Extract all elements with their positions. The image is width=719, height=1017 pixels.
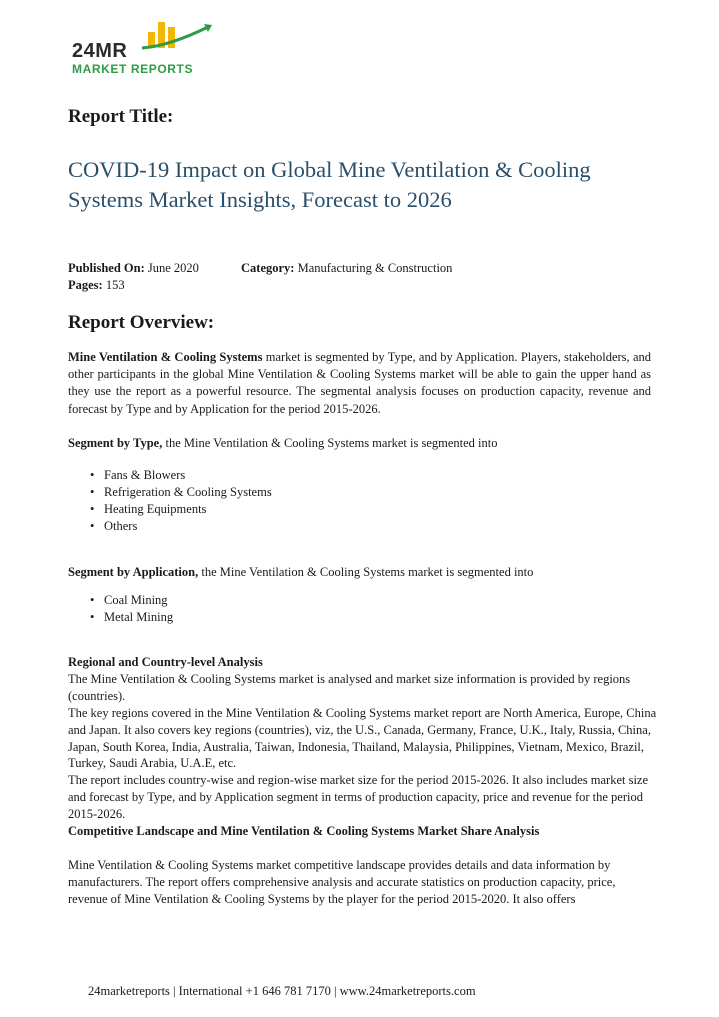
overview-paragraph [68, 349, 651, 418]
segment-type-list [90, 467, 272, 535]
list-item: • Coal Mining [90, 592, 173, 609]
competitive-paragraph: Mine Ventilation & Cooling Systems market competitive landscape provides details and data information by manufacturers. The report offers comprehensive analysis and accurate statistics on production capacity, price, revenue of Mine Ventilation & Cooling Systems by the player for the period 2015-2020. It also offers [68, 857, 616, 906]
brand-logo [70, 18, 220, 78]
segment-application-list [90, 592, 173, 626]
overview-heading: Report Overview: [68, 312, 215, 333]
list-item: • Heating Equipments [90, 501, 272, 518]
logo-tagline: MARKET REPORTS [72, 62, 194, 76]
category-row [241, 260, 452, 277]
report-title-label: Report Title: [68, 106, 174, 127]
list-item: • Fans & Blowers [90, 467, 272, 484]
overview-body: market is segmented by Type, and by Application. Players, stakeholders, and other participants in the global Mine Ventilation & Cooling Systems market will be able to gain the upper hand as they use the report as a powerful resource. The segmental analysis focuses on production capacity, revenue and forecast by Type and by Application for the period 2015-2026. [68, 350, 651, 416]
published-row [68, 260, 199, 277]
segment-application-label: Segment by Application, [68, 565, 199, 579]
pages-value: 153 [105, 278, 125, 292]
published-value: June 2020 [147, 261, 199, 275]
page-title: COVID-19 Impact on Global Mine Ventilation & Cooling Systems Market Insights, Forecast to 2026 [68, 157, 591, 212]
list-item: • Metal Mining [90, 609, 173, 626]
list-item: • Refrigeration & Cooling Systems [90, 484, 272, 501]
regional-paragraph-3: The report includes country-wise and region-wise market size for the period 2015-2026. It also includes market size and forecast by Type, and by Application segment in terms of production capacity, price and revenue for the period 2015-2026. [68, 773, 649, 822]
segment-application-intro [68, 564, 651, 581]
category-value: Manufacturing & Construction [297, 261, 453, 275]
segment-type-text: the Mine Ventilation & Cooling Systems market is segmented into [162, 436, 498, 450]
category-label: Category: [241, 261, 295, 275]
published-label: Published On: [68, 261, 145, 275]
spacer [68, 840, 658, 857]
overview-lead: Mine Ventilation & Cooling Systems [68, 350, 263, 364]
segment-type-intro [68, 435, 651, 452]
segment-application-text: the Mine Ventilation & Cooling Systems market is segmented into [198, 565, 534, 579]
regional-paragraph-1: The Mine Ventilation & Cooling Systems market is analysed and market size information is provided by regions (countries). [68, 671, 631, 703]
pages-label: Pages: [68, 278, 103, 292]
regional-section [68, 654, 658, 908]
regional-heading: Regional and Country-level Analysis [68, 655, 263, 669]
regional-paragraph-2: The key regions covered in the Mine Ventilation & Cooling Systems market report are North America, Europe, China and Japan. It also covers key regions (countries), viz, the U.S., Canada, Germany, France, U.K., Italy, Russia, China, Japan, South Korea, India, Australia, Taiwan, Indonesia, Thailand, Malaysia, Philippines, Vietnam, Mexico, Brazil, Turkey, Saudi Arabia, U.A.E, etc. [68, 705, 657, 771]
report-meta [68, 260, 453, 294]
segment-type-label: Segment by Type, [68, 436, 163, 450]
logo-wordmark: 24MR [72, 40, 128, 62]
list-item: • Others [90, 518, 272, 535]
page-footer: 24marketreports | International +1 646 781 7170 | www.24marketreports.com [88, 984, 476, 998]
competitive-heading: Competitive Landscape and Mine Ventilation & Cooling Systems Market Share Analysis [68, 824, 540, 839]
pages-row [68, 277, 199, 294]
